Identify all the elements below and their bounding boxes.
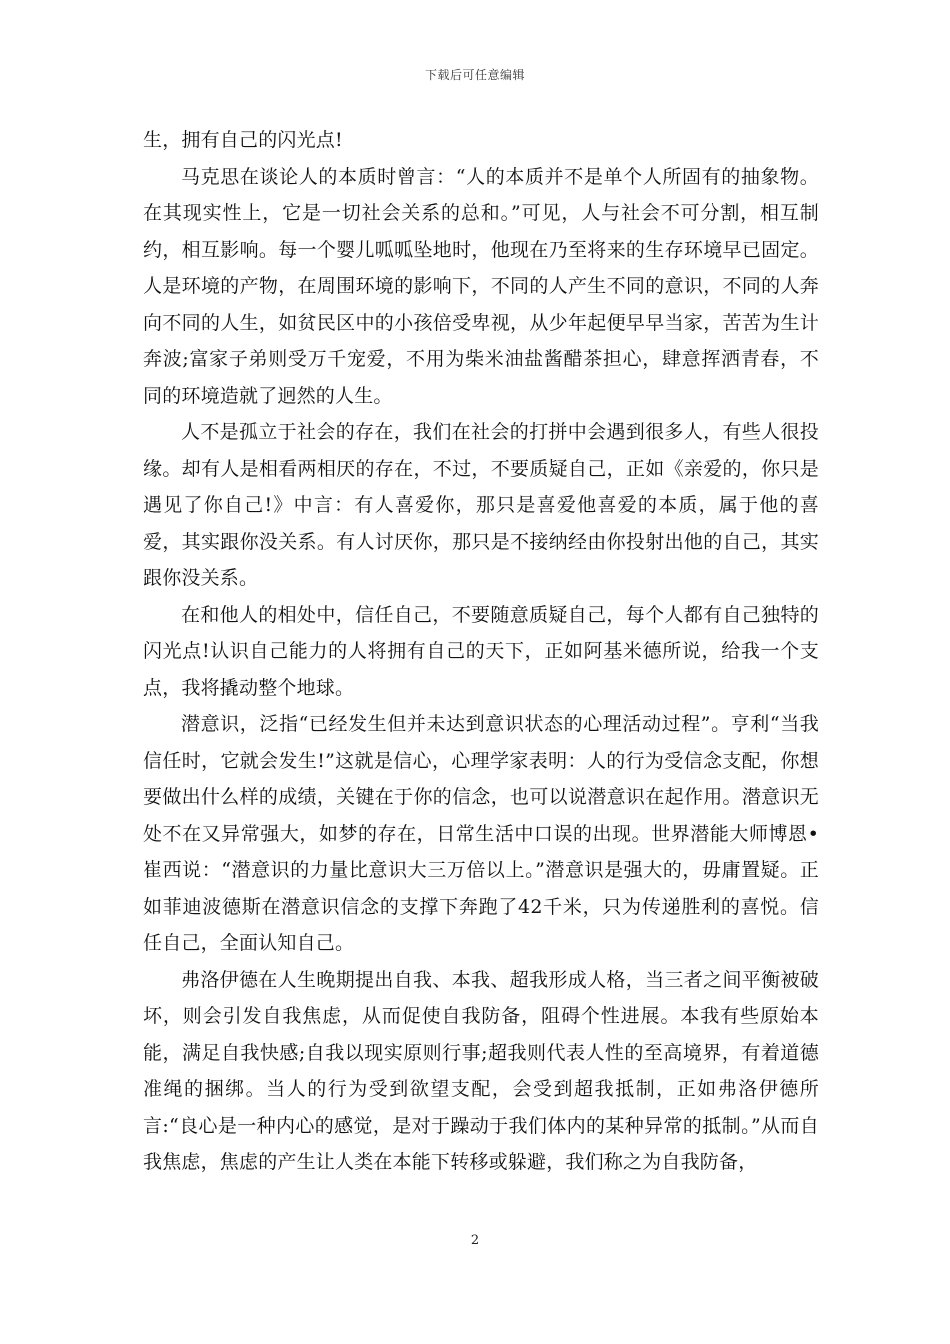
paragraph: 弗洛伊德在人生晚期提出自我、本我、超我形成人格，当三者之间平衡被破坏，则会引发自我焦虑，从而促使自我防备，阻碍个性进展。本我有些原始本能，满足自我快感;自我以现实原则行事;超我则代表人性的至高境界，有着道德准绳的捆绑。当人的行为受到欲望支配，会受到超我抵制，正如弗洛伊德所言:“良心是一种内心的感觉，是对于躁动于我们体内的某种异常的抵制。”从而自我焦虑，焦虑的产生让人类在本能下转移或躲避，我们称之为自我防备，	[143, 968, 819, 1173]
document-body	[143, 122, 819, 1181]
paragraph: 马克思在谈论人的本质时曾言：“人的本质并不是单个人所固有的抽象物。在其现实性上，它是一切社会关系的总和。”可见，人与社会不可分割，相互制约，相互影响。每一个婴儿呱呱坠地时，他现在乃至将来的生存环境早已固定。人是环境的产物，在周围环境的影响下，不同的人产生不同的意识，不同的人奔向不同的人生，如贫民区中的小孩倍受卑视，从少年起便早早当家，苦苦为生计奔波;富家子弟则受万千宠爱，不用为柴米油盐酱醋茶担心，肆意挥洒青春，不同的环境造就了迥然的人生。	[143, 165, 819, 407]
page-header: 下载后可任意编辑	[424, 68, 525, 82]
paragraph: 潜意识，泛指“已经发生但并未达到意识状态的心理活动过程”。亨利“当我信任时，它就会发生!”这就是信心，心理学家表明：人的行为受信念支配，你想要做出什么样的成绩，关键在于你的信念，也可以说潜意识在起作用。潜意识无处不在又异常强大，如梦的存在，日常生活中口误的出现。世界潜能大师博恩•崔西说：“潜意识的力量比意识大三万倍以上。”潜意识是强大的，毋庸置疑。正如菲迪波德斯在潜意识信念的支撑下奔跑了42千米，只为传递胜利的喜悦。信任自己，全面认知自己。	[143, 713, 819, 954]
page-number: 2	[470, 1233, 480, 1248]
paragraph: 生，拥有自己的闪光点!	[143, 129, 343, 151]
paragraph: 在和他人的相处中，信任自己，不要随意质疑自己，每个人都有自己独特的闪光点!认识自己能力的人将拥有自己的天下，正如阿基米德所说，给我一个支点，我将撬动整个地球。	[143, 603, 819, 699]
paragraph: 人不是孤立于社会的存在，我们在社会的打拼中会遇到很多人，有些人很投缘。却有人是相看两相厌的存在，不过，不要质疑自己，正如《亲爱的，你只是遇见了你自己!》中言：有人喜爱你，那只是喜爱他喜爱的本质，属于他的喜爱，其实跟你没关系。有人讨厌你，那只是不接纳经由你投射出他的自己，其实跟你没关系。	[143, 421, 819, 589]
